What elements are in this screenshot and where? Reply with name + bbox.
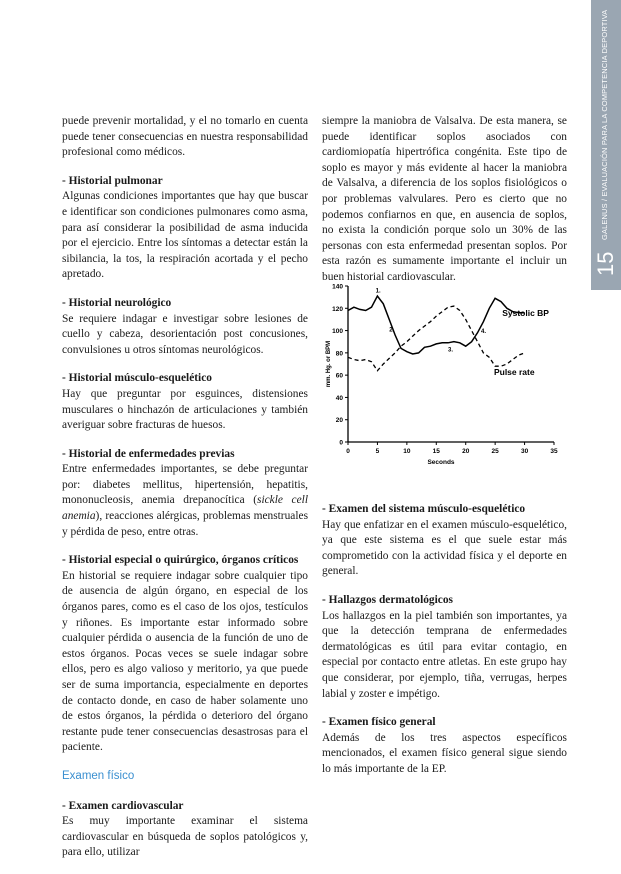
section-heading-examen-fisico: Examen físico	[62, 769, 135, 782]
phase-label: 1.	[375, 288, 381, 295]
running-title: GALENUS / EVALUACIÓN PARA LA COMPETENCIA DEPORTIVA	[600, 9, 609, 240]
valsalva-paragraph: siempre la maniobra de Valsalva. De esta manera, se puede identificar soplos asociados con cardiomiopatía hipertrófica congénita. Este tipo de soplo es mayor y más evidente al hacer la maniobra de Valsalva, a diferencia de los soplos fisiológicos o por problemas valvulares. Pero es cierto que no podemos confiarnos en que, en ausencia de soplos, no exista la condición porque solo un 30% de las personas con esta enfermedad presentan soplos. Por esta razón es sumamente importante el incluir un buen historial cardiovascular.	[322, 115, 567, 283]
y-tick-label: 100	[332, 328, 343, 336]
section-title: - Historial de enfermedades previas	[62, 447, 235, 460]
y-axis-label: mm. Hg. or BPM	[326, 340, 332, 388]
section-enfermedades-previas	[62, 447, 308, 541]
bp-pulse-chart	[322, 276, 567, 476]
section-title: - Examen cardiovascular	[62, 799, 184, 812]
section-title: - Historial pulmonar	[62, 174, 163, 187]
section-body: Además de los tres aspectos específicos mencionados, el examen físico general sigue siendo lo más importante de la EP.	[322, 731, 567, 775]
section-body: Se requiere indagar e investigar sobre lesiones de cuello y cabeza, desorientación post concusiones, convulsiones u otros síntomas neurológicos.	[62, 312, 308, 356]
x-tick-label: 30	[520, 448, 529, 455]
section-title: - Hallazgos dermatológicos	[322, 593, 453, 606]
section-historial-musculo	[62, 371, 308, 433]
systolic-bp-line	[348, 296, 525, 354]
phase-label: 3.	[448, 347, 454, 354]
sickle-cell-term: sickle cell anemia	[62, 494, 309, 523]
section-body: Algunas condiciones importantes que hay que buscar e identificar son condiciones pulmonares como asma, para así considerar la posibilidad de asma inducida por el ejercicio. Entre los síntomas a detectar están la sibilancia, la tos, la respiración acortada y el pecho apretado.	[62, 190, 308, 281]
section-title: - Historial especial o quirúrgico, órganos críticos	[62, 554, 299, 567]
x-axis-label: Seconds	[427, 459, 455, 466]
right-column-bottom	[322, 502, 567, 791]
section-title: - Historial neurológico	[62, 296, 172, 309]
section-historial-neurologico	[62, 296, 308, 358]
x-tick-label: 35	[550, 448, 558, 455]
y-tick-label: 140	[332, 283, 343, 291]
legend-systolic-bp: Systolic BP	[502, 308, 549, 319]
y-tick-label: 80	[335, 350, 343, 358]
y-tick-label: 20	[335, 417, 343, 425]
section-title: - Examen del sistema músculo-esquelético	[322, 503, 526, 515]
left-column	[62, 114, 308, 874]
section-examen-general	[322, 715, 567, 777]
section-body: Hay que enfatizar en el examen músculo-esquelético, ya que este sistema es el que suele estar más comprometido con la actividad física y el deporte en general.	[322, 518, 567, 578]
x-tick-label: 5	[375, 448, 380, 455]
x-tick-label: 15	[432, 448, 440, 455]
x-tick-label: 0	[346, 448, 350, 455]
section-historial-quirurgico	[62, 553, 308, 756]
y-tick-label: 0	[339, 439, 343, 447]
legend-pulse-rate: Pulse rate	[493, 367, 535, 378]
section-historial-pulmonar	[62, 174, 308, 283]
y-tick-label: 40	[335, 394, 343, 402]
x-tick-label: 25	[491, 448, 499, 455]
page-number: 15	[593, 251, 618, 277]
section-body: Es muy importante examinar el sistema cardiovascular en búsqueda de soplos patológicos y, para ello, utilizar	[62, 815, 308, 859]
phase-label: 2.	[389, 327, 395, 334]
section-title: - Historial músculo-esquelético	[62, 372, 212, 385]
phase-label: 4.	[481, 328, 487, 335]
section-body-b: ), reacciones alérgicas, problemas menstruales y pérdida de peso, entre otras.	[62, 510, 308, 538]
intro-paragraph: puede prevenir mortalidad, y el no tomarlo en cuenta puede tener consecuencias en nuestra responsabilidad profesional como médicos.	[62, 115, 308, 159]
section-body: Hay que preguntar por esguinces, distensiones musculares o hinchazón de articulaciones y también averiguar sobre fracturas de huesos.	[62, 387, 308, 432]
section-body: En historial se requiere indagar sobre cualquier tipo de ausencia de algún órgano, en especial de los órganos pares, como es el caso de los ojos, testículos y riñones. Es importante estar informado sobre cualquier pérdida o ausencia de la función de uno de estos órganos. Pocas veces se suele indagar sobre ellos, pero es algo valioso y meritorio, ya que puede ser de suma importancia, especialmente en deportes de contacto donde, en caso de haber solamente uno de estos órganos, la pérdida o deterioro del órgano restante pude tener consecuencias desastrosas para el paciente.	[62, 569, 308, 754]
section-dermatologicos	[322, 593, 567, 702]
section-body: Los hallazgos en la piel también son importantes, ya que la detección temprana de enfermedades dermatológicas es útil para evitar contagio, en especial por contacto entre atletas. En este grupo hay que considerar, por ejemplo, tiña, verrugas, herpes labial y zoster e impétigo.	[322, 609, 567, 700]
section-examen-musculo	[322, 502, 567, 580]
y-tick-label: 60	[335, 372, 343, 380]
y-tick-label: 120	[332, 305, 343, 313]
section-examen-cardiovascular	[62, 799, 308, 861]
section-title: - Examen físico general	[322, 716, 436, 729]
right-column-top	[322, 114, 567, 299]
x-tick-label: 20	[462, 448, 470, 455]
x-tick-label: 10	[403, 448, 411, 455]
pulse-rate-line	[348, 306, 525, 371]
section-body-a: Entre enfermedades importantes, se debe preguntar por: diabetes mellitus, hipertensión, hepatitis, mononucleosis, anemia drepanocítica (	[62, 463, 308, 507]
